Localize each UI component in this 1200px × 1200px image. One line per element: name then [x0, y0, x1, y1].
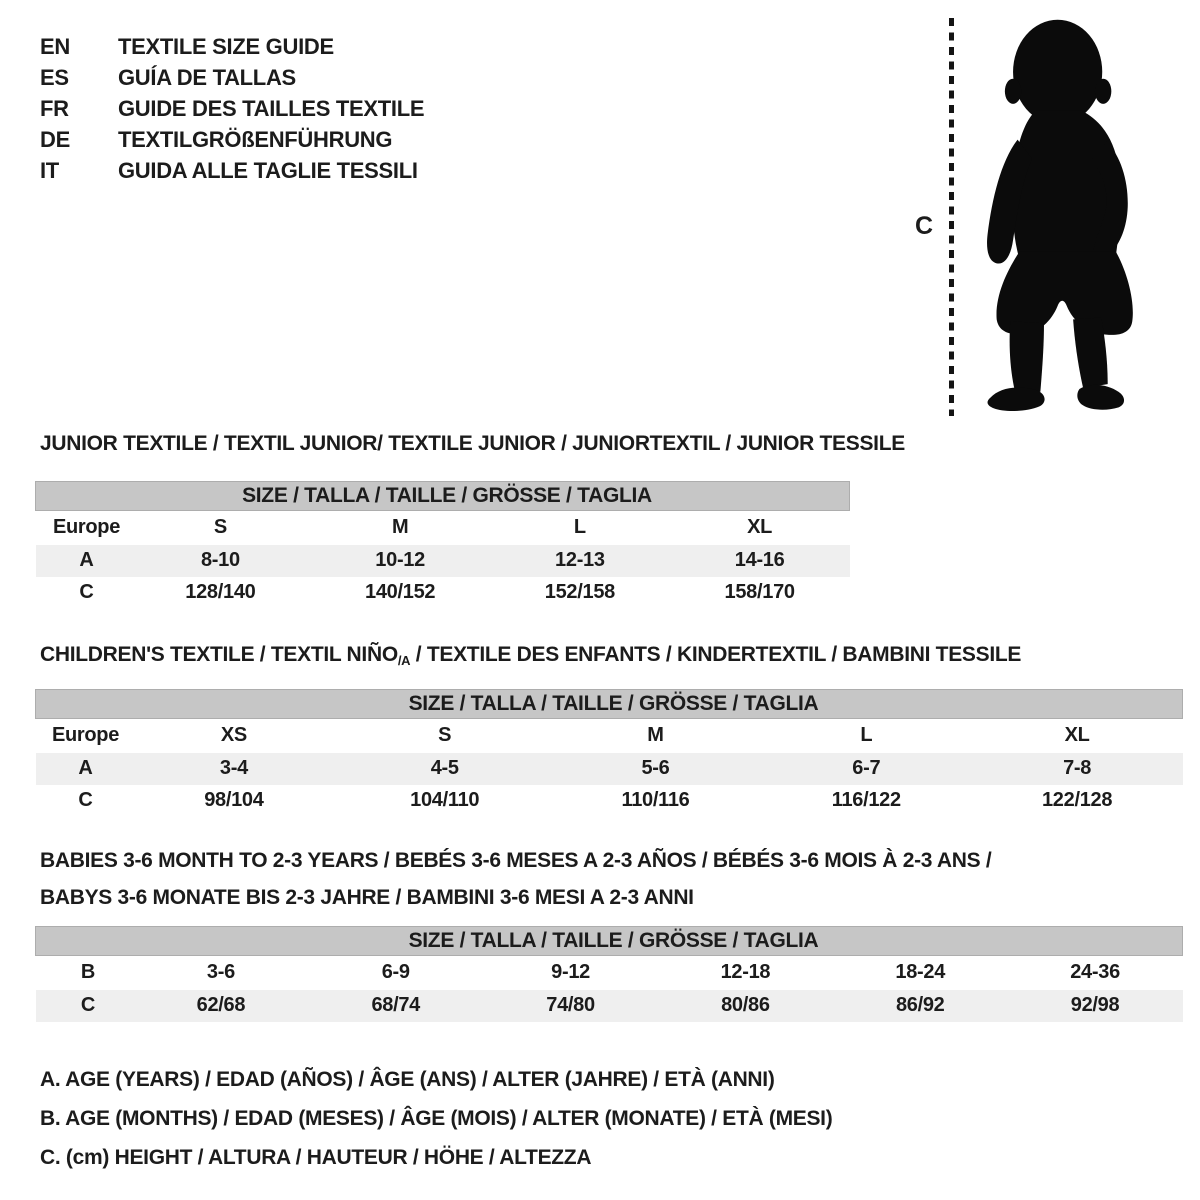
height-cm-row: [36, 990, 1183, 1022]
height-cell: 92/98: [1070, 994, 1120, 1016]
legend-age-months: B. AGE (MONTHS) / EDAD (MESES) / ÂGE (MOIS) / ALTER (MONATE) / ETÀ (MESI): [40, 1107, 833, 1130]
age-cell: 12-18: [720, 961, 771, 984]
junior-size-table: [35, 481, 850, 609]
row-label: C: [79, 581, 94, 603]
height-cell: 86/92: [895, 994, 945, 1016]
children-title-sub: /A: [397, 653, 411, 668]
size-cell: XL: [1064, 724, 1090, 747]
size-cell: M: [391, 516, 409, 539]
junior-table-title: JUNIOR TEXTILE / TEXTIL JUNIOR/ TEXTILE JUNIOR / JUNIORTEXTIL / JUNIOR TESSILE: [40, 432, 905, 455]
age-cell: 5-6: [641, 757, 670, 779]
size-cell: M: [647, 724, 664, 747]
language-row-de: [40, 124, 424, 155]
europe-sizes-row: [36, 719, 1183, 753]
children-title-pre: CHILDREN'S TEXTILE / TEXTIL NIÑO: [40, 643, 398, 666]
legend-height-cm: C. (cm) HEIGHT / ALTURA / HAUTEUR / HÖHE / ALTEZZA: [40, 1146, 592, 1169]
language-code: FR: [40, 96, 69, 121]
size-cell: XS: [220, 724, 247, 747]
height-measurement-figure: [905, 12, 1160, 422]
size-header-row: [36, 927, 1183, 956]
age-cell: 18-24: [895, 961, 946, 984]
age-cell: 24-36: [1070, 961, 1120, 984]
age-cell: 8-10: [200, 549, 240, 571]
guide-title: TEXTILE SIZE GUIDE: [118, 34, 334, 59]
size-header-bar: SIZE / TALLA / TAILLE / GRÖSSE / TAGLIA: [36, 690, 1183, 719]
age-cell: 4-5: [430, 757, 459, 779]
age-cell: 14-16: [734, 549, 785, 571]
babies-size-table: [35, 926, 1183, 1022]
age-cell: 6-7: [852, 757, 881, 779]
children-title-post: / TEXTILE DES ENFANTS / KINDERTEXTIL / BAMBINI TESSILE: [410, 643, 1022, 666]
guide-title: GUIDA ALLE TAGLIE TESSILI: [118, 158, 418, 183]
height-cell: 74/80: [546, 994, 595, 1016]
europe-sizes-row: [36, 511, 850, 545]
height-cell: 122/128: [1041, 789, 1113, 811]
babies-table-title-line1: BABIES 3-6 MONTH TO 2-3 YEARS / BEBÉS 3-6 MESES A 2-3 AÑOS / BÉBÉS 3-6 MOIS À 2-3 ANS /: [40, 849, 992, 872]
height-cell: 116/122: [831, 789, 901, 811]
row-label: C: [80, 994, 96, 1016]
babies-table-title-line2: BABYS 3-6 MONATE BIS 2-3 JAHRE / BAMBINI 3-6 MESI A 2-3 ANNI: [40, 886, 694, 909]
height-cell: 110/116: [621, 789, 690, 811]
age-cell: 6-9: [381, 961, 410, 984]
height-cell: 62/68: [196, 994, 246, 1016]
children-table-title: [40, 643, 1021, 668]
size-cell: XL: [747, 516, 773, 539]
children-size-table: [35, 689, 1183, 817]
size-header-row: [36, 690, 1183, 719]
height-cm-row: [36, 785, 1183, 817]
age-cell: 3-4: [219, 757, 248, 779]
age-cell: 12-13: [555, 549, 605, 571]
age-cell: 9-12: [551, 961, 590, 984]
height-cell: 80/86: [721, 994, 770, 1016]
height-cell: 104/110: [410, 789, 480, 811]
age-years-row: [36, 545, 850, 577]
height-cell: 158/170: [724, 581, 795, 603]
row-label: C: [78, 789, 93, 811]
language-row-fr: [40, 93, 424, 124]
language-code: DE: [40, 127, 70, 152]
language-code: IT: [40, 158, 59, 183]
language-row-en: [40, 31, 424, 62]
size-cell: L: [573, 516, 586, 539]
size-header-row: [36, 482, 850, 511]
size-cell: L: [860, 724, 873, 747]
size-header-bar: SIZE / TALLA / TAILLE / GRÖSSE / TAGLIA: [36, 927, 1183, 956]
height-c-label: C: [915, 212, 933, 240]
height-cm-row: [36, 577, 850, 609]
size-cell: S: [213, 516, 227, 539]
row-label: Europe: [51, 724, 120, 747]
age-cell: 10-12: [375, 549, 425, 571]
guide-title: TEXTILGRÖßENFÜHRUNG: [118, 127, 393, 152]
guide-title: GUIDE DES TAILLES TEXTILE: [118, 96, 425, 121]
toddler-silhouette-image: [963, 12, 1145, 418]
measurement-legend: [40, 1060, 832, 1177]
height-dashed-line: [949, 18, 954, 416]
row-label: A: [78, 757, 93, 779]
height-cell: 68/74: [371, 994, 421, 1016]
height-cell: 98/104: [204, 789, 264, 811]
language-row-es: [40, 62, 424, 93]
language-code: ES: [40, 65, 69, 90]
legend-age-years: A. AGE (YEARS) / EDAD (AÑOS) / ÂGE (ANS) / ALTER (JAHRE) / ETÀ (ANNI): [40, 1068, 775, 1091]
age-cell: 7-8: [1063, 757, 1092, 779]
age-months-row: [36, 956, 1183, 990]
language-row-it: [40, 155, 424, 186]
height-cell: 152/158: [544, 581, 615, 603]
language-code: EN: [40, 34, 70, 59]
height-cell: 128/140: [185, 581, 256, 603]
row-label: Europe: [52, 516, 121, 539]
guide-title: GUÍA DE TALLAS: [118, 65, 296, 90]
row-label: B: [80, 961, 96, 984]
size-header-bar: SIZE / TALLA / TAILLE / GRÖSSE / TAGLIA: [36, 482, 850, 511]
age-years-row: [36, 753, 1183, 785]
row-label: A: [79, 549, 94, 571]
age-cell: 3-6: [206, 961, 235, 984]
height-cell: 140/152: [365, 581, 436, 603]
size-cell: S: [438, 724, 452, 747]
language-title-list: [40, 31, 424, 186]
